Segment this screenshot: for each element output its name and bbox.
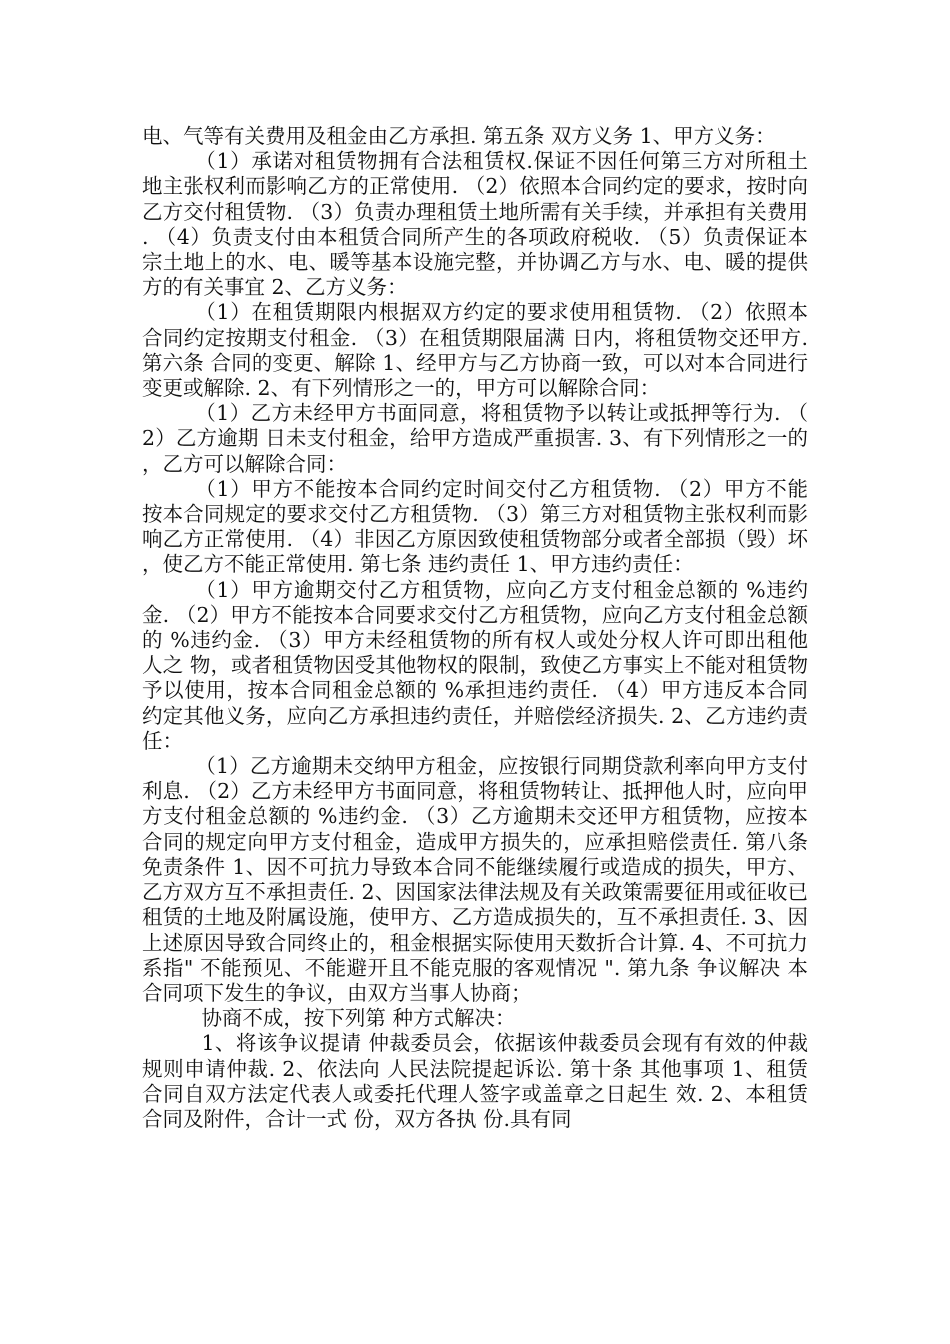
paragraph-8: 协商不成，按下列第 种方式解决： <box>201 1006 516 1031</box>
document-body <box>142 124 808 1132</box>
paragraph-1: 电、气等有关费用及租金由乙方承担. 第五条 双方义务 1、甲方义务： <box>142 124 776 148</box>
paragraph-7: （1）乙方逾期未交纳甲方租金，应按银行同期贷款利率向甲方支付利息. （2）乙方未经甲方书面同意，将租赁物转让、抵押他人时，应向甲方支付租金总额的 %违约金. （3）乙方逾期未交还甲方租赁物，应按本合同的规定向甲方支付租金，造成甲方损失的，应承担赔偿责任. 第八条 免责条件 1、因不可抗力导致本合同不能继续履行或造成的损失，甲方、乙方双方互不承担责任. 2、因国家法律法规及有关政策需要征用或征收已租赁的土地及附属设施，使甲方、乙方造成损失的，互不承担责任. 3、因上述原因导致合同终止的，租金根据实际使用天数折合计算. 4、不可抗力系指" 不能预见、不能避开且不能克服的客观情况 ". 第九条 争议解决 本合同项下发生的争议，由双方当事人协商； <box>142 754 808 1005</box>
paragraph-3: （1）在租赁期限内根据双方约定的要求使用租赁物. （2）依照本合同约定按期支付租金. （3）在租赁期限届满 日内，将租赁物交还甲方. 第六条 合同的变更、解除 1、经甲方与乙方协商一致，可以对本合同进行变更或解除. 2、有下列情形之一的，甲方可以解除合同： <box>142 300 808 401</box>
paragraph-4: （1）乙方未经甲方书面同意，将租赁物予以转让或抵押等行为. （2）乙方逾期 日未支付租金，给甲方造成严重损害. 3、有下列情形之一的，乙方可以解除合同： <box>142 401 808 476</box>
paragraph-5: （1）甲方不能按本合同约定时间交付乙方租赁物. （2）甲方不能按本合同规定的要求交付乙方租赁物. （3）第三方对租赁物主张权利而影响乙方正常使用. （4）非因乙方原因致使租赁物部分或者全部损（毁）坏，使乙方不能正常使用. 第七条 违约责任 1、甲方违约责任： <box>142 476 808 577</box>
paragraph-2: （1）承诺对租赁物拥有合法租赁权.保证不因任何第三方对所租土地主张权利而影响乙方的正常使用. （2）依照本合同约定的要求，按时向乙方交付租赁物. （3）负责办理租赁土地所需有关手续，并承担有关费用. （4）负责支付由本租赁合同所产生的各项政府税收. （5）负责保证本宗土地上的水、电、暖等基本设施完整，并协调乙方与水、电、暖的提供方的有关事宜 2、乙方义务： <box>142 149 808 300</box>
paragraph-9: 1、将该争议提请 仲裁委员会，依据该仲裁委员会现有有效的仲裁规则申请仲裁. 2、依法向 人民法院提起诉讼. 第十条 其他事项 1、租赁合同自双方法定代表人或委托代理人签字或盖章之日起生 效. 2、本租赁合同及附件，合计一式 份，双方各执 份.具有同 <box>142 1031 808 1131</box>
paragraph-6: （1）甲方逾期交付乙方租赁物，应向乙方支付租金总额的 %违约金. （2）甲方不能按本合同要求交付乙方租赁物，应向乙方支付租金总额的 %违约金. （3）甲方未经租赁物的所有权人或处分权人许可即出租他人之 物，或者租赁物因受其他物权的限制，致使乙方事实上不能对租赁物予以使用，按本合同租金总额的 %承担违约责任. （4）甲方违反本合同约定其他义务，应向乙方承担违约责任，并赔偿经济损失. 2、乙方违约责任： <box>142 577 808 753</box>
